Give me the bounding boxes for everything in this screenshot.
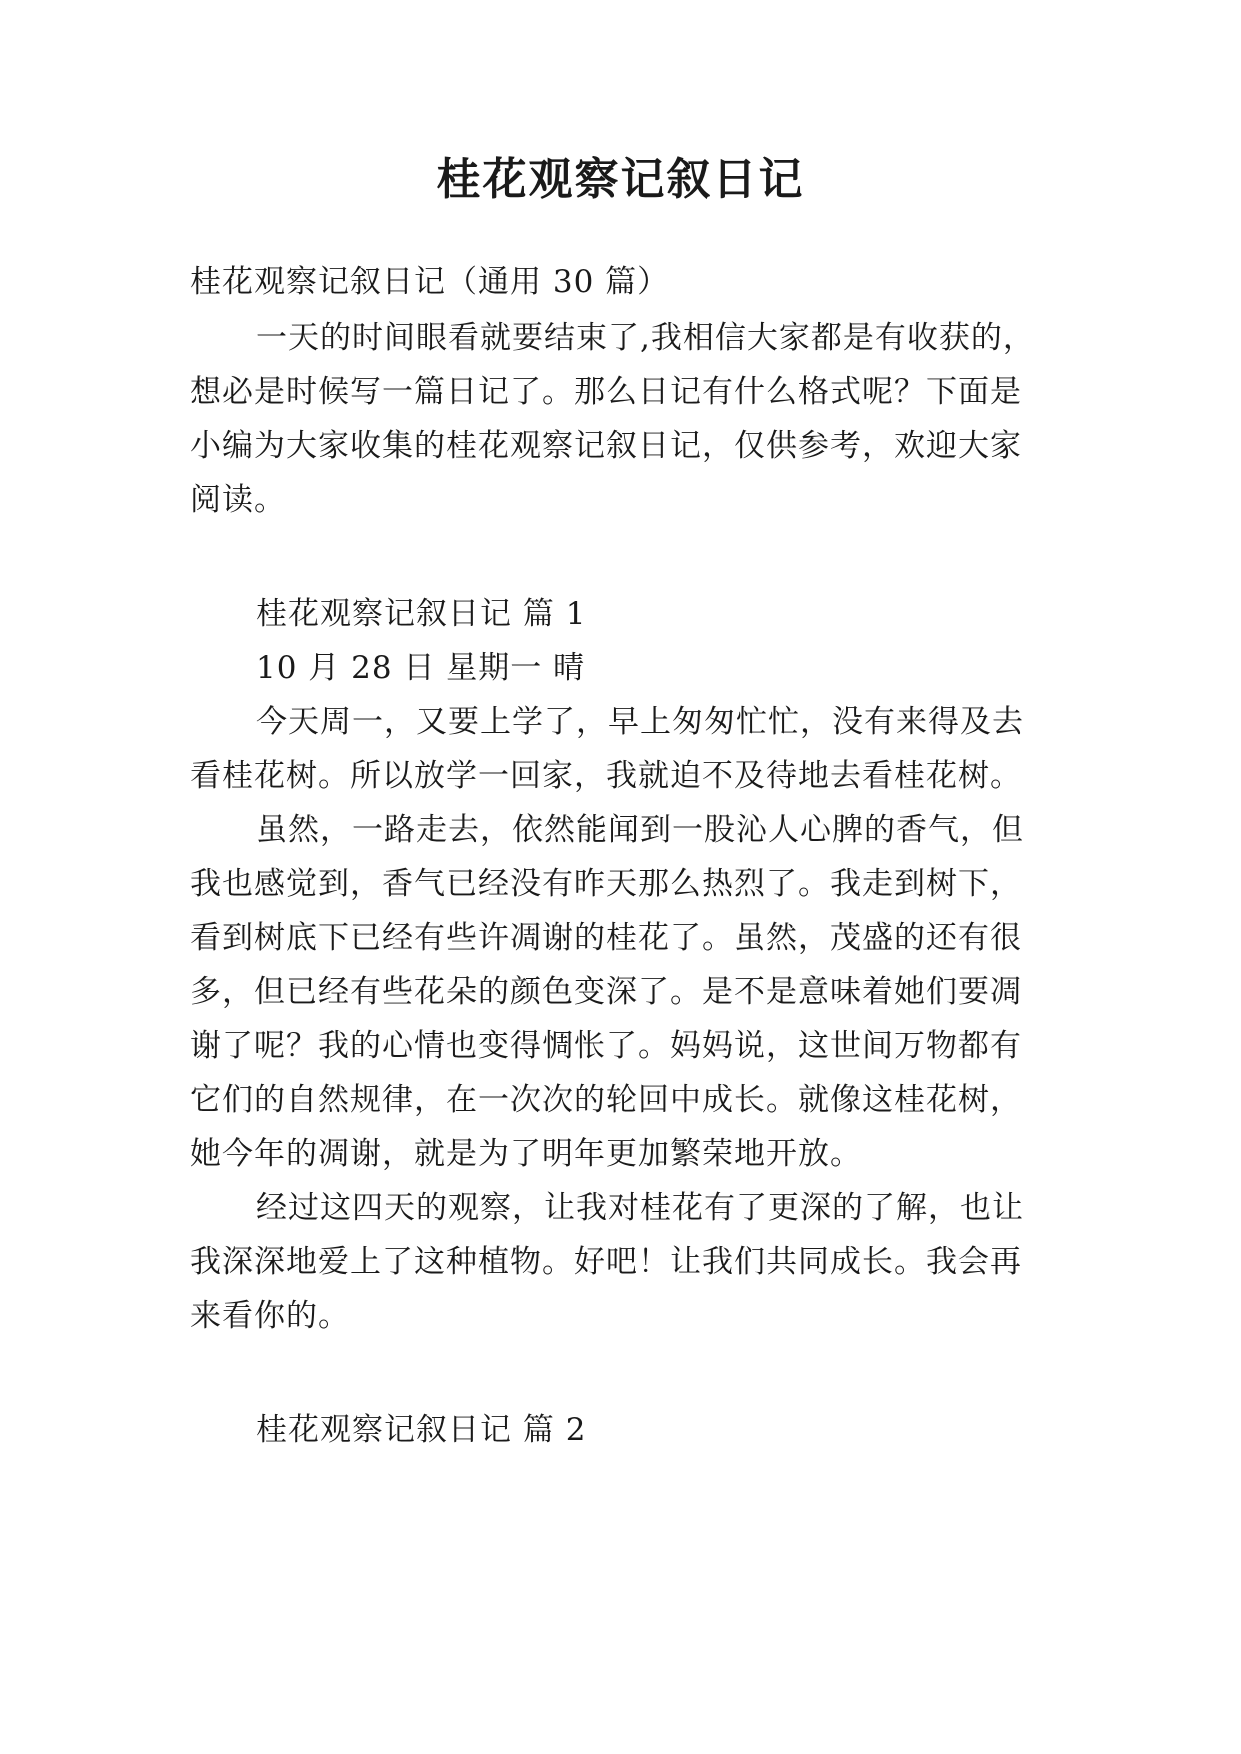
entry-line: 来看你的。 [190, 1298, 350, 1334]
entry-heading-2: 桂花观察记叙日记 篇 2 [256, 1412, 587, 1448]
entry-line: 经过这四天的观察，让我对桂花有了更深的了解，也让 [256, 1190, 1024, 1226]
entry-line: 谢了呢？我的心情也变得惆怅了。妈妈说，这世间万物都有 [190, 1028, 1022, 1064]
entry-line: 我深深地爱上了这种植物。好吧！让我们共同成长。我会再 [190, 1244, 1022, 1280]
entry-line: 虽然，一路走去，依然能闻到一股沁人心脾的香气，但 [256, 812, 1024, 848]
entry-line: 她今年的凋谢，就是为了明年更加繁荣地开放。 [190, 1136, 862, 1172]
intro-line: 阅读。 [190, 482, 286, 518]
intro-line: 一天的时间眼看就要结束了,我相信大家都是有收获的， [256, 320, 1035, 356]
intro-line: 小编为大家收集的桂花观察记叙日记，仅供参考，欢迎大家 [190, 428, 1022, 464]
page-title: 桂花观察记叙日记 [436, 154, 805, 205]
entry-line: 看到树底下已经有些许凋谢的桂花了。虽然，茂盛的还有很 [190, 920, 1022, 956]
entry-line: 它们的自然规律，在一次次的轮回中成长。就像这桂花树， [190, 1082, 1022, 1118]
entry-line: 多，但已经有些花朵的颜色变深了。是不是意味着她们要凋 [190, 974, 1022, 1010]
entry-heading-1: 桂花观察记叙日记 篇 1 [256, 596, 587, 632]
entry-line: 我也感觉到，香气已经没有昨天那么热烈了。我走到树下， [190, 866, 1022, 902]
entry-line: 看桂花树。所以放学一回家，我就迫不及待地去看桂花树。 [190, 758, 1022, 794]
entry-date-1: 10 月 28 日 星期一 晴 [256, 650, 586, 686]
entry-line: 今天周一，又要上学了，早上匆匆忙忙，没有来得及去 [256, 704, 1024, 740]
document-subtitle: 桂花观察记叙日记（通用 30 篇） [190, 264, 670, 300]
intro-line: 想必是时候写一篇日记了。那么日记有什么格式呢？下面是 [190, 374, 1022, 410]
